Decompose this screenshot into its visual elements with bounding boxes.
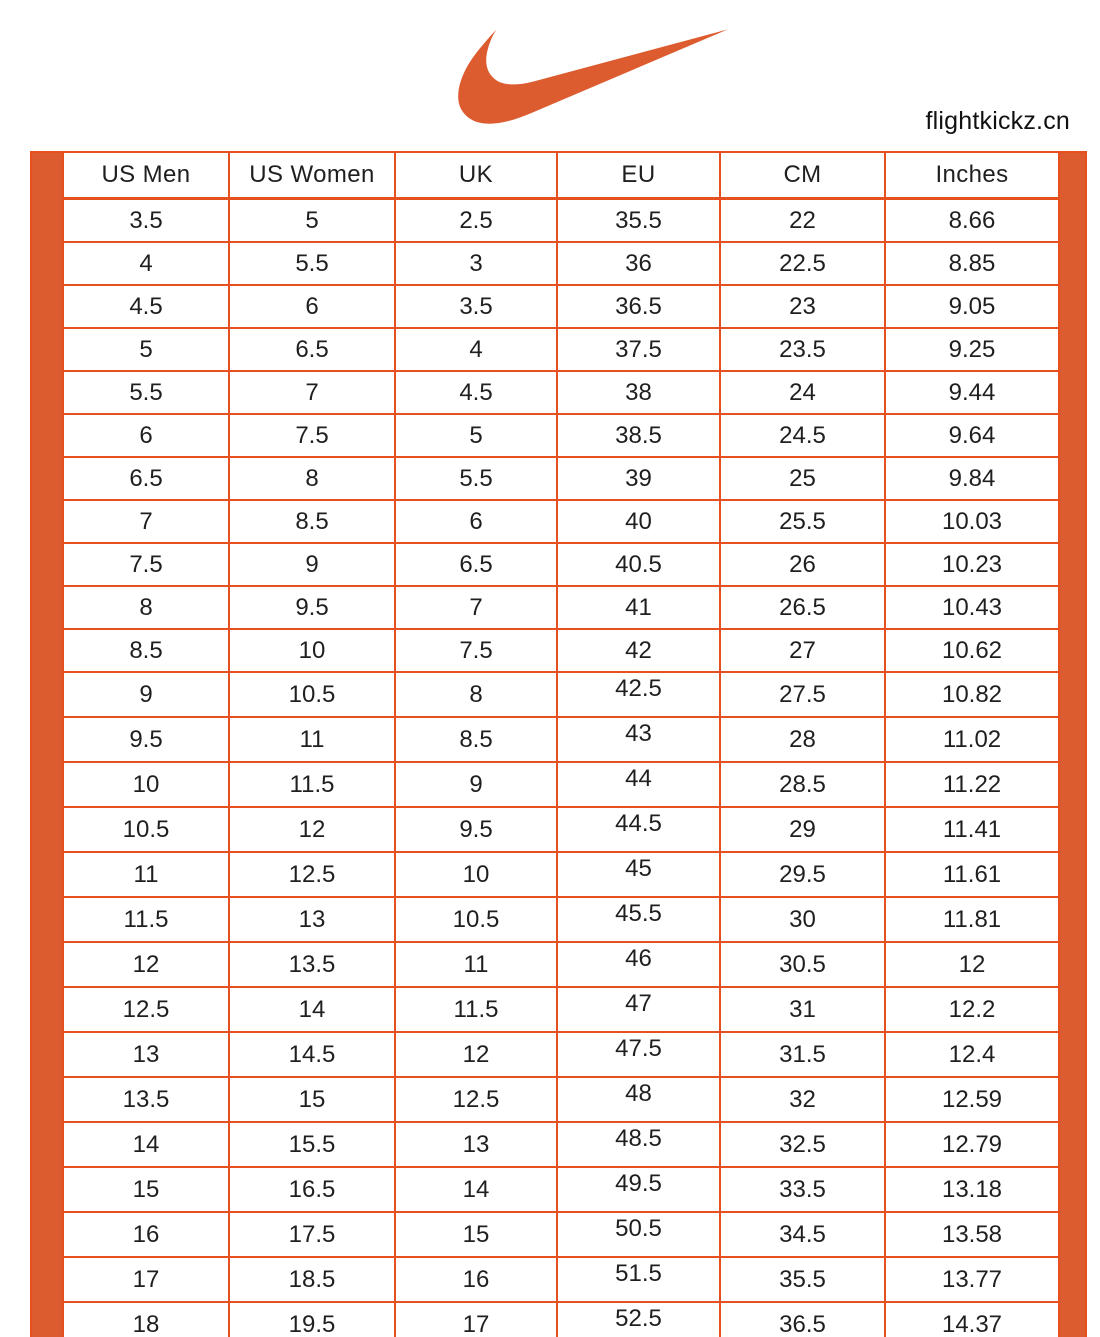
table-row	[31, 629, 1086, 672]
cell: 11	[63, 852, 229, 897]
table-row	[31, 285, 1086, 328]
left-accent-bar	[31, 152, 63, 1337]
cell: 7	[63, 500, 229, 543]
cell: 4	[63, 242, 229, 285]
cell: 47.5	[557, 1032, 720, 1077]
column-header: EU	[557, 152, 720, 199]
right-accent-bar	[1059, 152, 1086, 1337]
cell: 12.5	[63, 987, 229, 1032]
table-row	[31, 672, 1086, 717]
table-row	[31, 1257, 1086, 1302]
cell: 52.5	[557, 1302, 720, 1337]
cell: 40	[557, 500, 720, 543]
column-header: CM	[720, 152, 885, 199]
cell: 12	[885, 942, 1059, 987]
cell: 27	[720, 629, 885, 672]
cell: 8	[63, 586, 229, 629]
cell: 16.5	[229, 1167, 395, 1212]
table-row	[31, 1167, 1086, 1212]
table-row	[31, 942, 1086, 987]
cell: 50.5	[557, 1212, 720, 1257]
cell: 19.5	[229, 1302, 395, 1337]
table-row	[31, 1302, 1086, 1337]
cell: 32	[720, 1077, 885, 1122]
cell: 12	[395, 1032, 557, 1077]
cell: 8.5	[395, 717, 557, 762]
table-row	[31, 897, 1086, 942]
cell: 13.58	[885, 1212, 1059, 1257]
column-header: UK	[395, 152, 557, 199]
cell: 28	[720, 717, 885, 762]
cell: 30	[720, 897, 885, 942]
cell: 15	[395, 1212, 557, 1257]
cell: 7.5	[63, 543, 229, 586]
cell: 8	[229, 457, 395, 500]
cell: 14.5	[229, 1032, 395, 1077]
cell: 17	[63, 1257, 229, 1302]
table-row	[31, 717, 1086, 762]
cell: 4.5	[63, 285, 229, 328]
cell: 7.5	[395, 629, 557, 672]
cell: 17	[395, 1302, 557, 1337]
cell: 13.5	[229, 942, 395, 987]
cell: 24.5	[720, 414, 885, 457]
cell: 31	[720, 987, 885, 1032]
cell: 9	[229, 543, 395, 586]
cell: 12.2	[885, 987, 1059, 1032]
cell: 5	[395, 414, 557, 457]
cell: 13	[229, 897, 395, 942]
cell: 41	[557, 586, 720, 629]
cell: 25.5	[720, 500, 885, 543]
cell: 13.5	[63, 1077, 229, 1122]
cell: 48	[557, 1077, 720, 1122]
cell: 8	[395, 672, 557, 717]
table-row	[31, 1212, 1086, 1257]
cell: 9.5	[229, 586, 395, 629]
cell: 37.5	[557, 328, 720, 371]
cell: 11.22	[885, 762, 1059, 807]
cell: 28.5	[720, 762, 885, 807]
cell: 31.5	[720, 1032, 885, 1077]
cell: 11	[395, 942, 557, 987]
cell: 15.5	[229, 1122, 395, 1167]
cell: 12.4	[885, 1032, 1059, 1077]
cell: 10.5	[229, 672, 395, 717]
cell: 8.85	[885, 242, 1059, 285]
cell: 9	[63, 672, 229, 717]
cell: 3.5	[63, 199, 229, 243]
cell: 24	[720, 371, 885, 414]
cell: 6.5	[63, 457, 229, 500]
table-row	[31, 762, 1086, 807]
cell: 11.41	[885, 807, 1059, 852]
cell: 46	[557, 942, 720, 987]
cell: 11.81	[885, 897, 1059, 942]
cell: 23	[720, 285, 885, 328]
cell: 6.5	[395, 543, 557, 586]
cell: 18.5	[229, 1257, 395, 1302]
cell: 5.5	[229, 242, 395, 285]
table-row	[31, 1032, 1086, 1077]
cell: 12.5	[229, 852, 395, 897]
cell: 38.5	[557, 414, 720, 457]
cell: 16	[395, 1257, 557, 1302]
cell: 27.5	[720, 672, 885, 717]
cell: 10.82	[885, 672, 1059, 717]
cell: 5.5	[63, 371, 229, 414]
cell: 32.5	[720, 1122, 885, 1167]
column-header: US Men	[63, 152, 229, 199]
cell: 18	[63, 1302, 229, 1337]
cell: 14	[395, 1167, 557, 1212]
cell: 9.05	[885, 285, 1059, 328]
cell: 48.5	[557, 1122, 720, 1167]
table-row	[31, 371, 1086, 414]
cell: 36	[557, 242, 720, 285]
cell: 23.5	[720, 328, 885, 371]
table-row	[31, 328, 1086, 371]
table-row	[31, 852, 1086, 897]
cell: 42.5	[557, 672, 720, 717]
cell: 35.5	[557, 199, 720, 243]
cell: 8.66	[885, 199, 1059, 243]
cell: 10.03	[885, 500, 1059, 543]
cell: 14	[229, 987, 395, 1032]
cell: 7.5	[229, 414, 395, 457]
cell: 26.5	[720, 586, 885, 629]
cell: 9.5	[395, 807, 557, 852]
cell: 29.5	[720, 852, 885, 897]
table-row	[31, 199, 1086, 243]
cell: 43	[557, 717, 720, 762]
website-label: flightkickz.cn	[925, 107, 1070, 135]
column-header: Inches	[885, 152, 1059, 199]
cell: 44	[557, 762, 720, 807]
cell: 36.5	[720, 1302, 885, 1337]
cell: 8.5	[229, 500, 395, 543]
cell: 36.5	[557, 285, 720, 328]
cell: 34.5	[720, 1212, 885, 1257]
nike-swoosh-icon	[456, 26, 730, 126]
cell: 6	[395, 500, 557, 543]
table-row	[31, 1077, 1086, 1122]
table-row	[31, 414, 1086, 457]
cell: 10	[63, 762, 229, 807]
cell: 4.5	[395, 371, 557, 414]
header-row	[31, 152, 1086, 199]
cell: 5	[229, 199, 395, 243]
cell: 11.5	[63, 897, 229, 942]
cell: 12.59	[885, 1077, 1059, 1122]
cell: 47	[557, 987, 720, 1032]
cell: 10.43	[885, 586, 1059, 629]
cell: 35.5	[720, 1257, 885, 1302]
cell: 9.25	[885, 328, 1059, 371]
cell: 45.5	[557, 897, 720, 942]
column-header: US Women	[229, 152, 395, 199]
cell: 11.02	[885, 717, 1059, 762]
cell: 9.84	[885, 457, 1059, 500]
cell: 5	[63, 328, 229, 371]
cell: 45	[557, 852, 720, 897]
cell: 49.5	[557, 1167, 720, 1212]
size-table	[30, 151, 1087, 1337]
cell: 13	[395, 1122, 557, 1167]
cell: 12	[229, 807, 395, 852]
cell: 3	[395, 242, 557, 285]
cell: 12.79	[885, 1122, 1059, 1167]
cell: 8.5	[63, 629, 229, 672]
cell: 3.5	[395, 285, 557, 328]
cell: 16	[63, 1212, 229, 1257]
cell: 4	[395, 328, 557, 371]
cell: 25	[720, 457, 885, 500]
cell: 44.5	[557, 807, 720, 852]
cell: 7	[229, 371, 395, 414]
cell: 14	[63, 1122, 229, 1167]
cell: 12	[63, 942, 229, 987]
table-row	[31, 1122, 1086, 1167]
table-row	[31, 543, 1086, 586]
cell: 11.5	[395, 987, 557, 1032]
table-row	[31, 586, 1086, 629]
cell: 9.44	[885, 371, 1059, 414]
cell: 5.5	[395, 457, 557, 500]
cell: 11	[229, 717, 395, 762]
cell: 9.64	[885, 414, 1059, 457]
cell: 11.5	[229, 762, 395, 807]
cell: 10.5	[63, 807, 229, 852]
cell: 13.18	[885, 1167, 1059, 1212]
cell: 13	[63, 1032, 229, 1077]
table-row	[31, 807, 1086, 852]
cell: 15	[63, 1167, 229, 1212]
cell: 13.77	[885, 1257, 1059, 1302]
cell: 10.62	[885, 629, 1059, 672]
cell: 22.5	[720, 242, 885, 285]
table-row	[31, 242, 1086, 285]
cell: 14.37	[885, 1302, 1059, 1337]
cell: 30.5	[720, 942, 885, 987]
cell: 7	[395, 586, 557, 629]
cell: 10	[395, 852, 557, 897]
cell: 29	[720, 807, 885, 852]
cell: 26	[720, 543, 885, 586]
cell: 33.5	[720, 1167, 885, 1212]
cell: 10	[229, 629, 395, 672]
cell: 6	[229, 285, 395, 328]
cell: 10.5	[395, 897, 557, 942]
table-row	[31, 500, 1086, 543]
cell: 51.5	[557, 1257, 720, 1302]
cell: 12.5	[395, 1077, 557, 1122]
cell: 40.5	[557, 543, 720, 586]
cell: 6.5	[229, 328, 395, 371]
table-row	[31, 987, 1086, 1032]
cell: 22	[720, 199, 885, 243]
cell: 11.61	[885, 852, 1059, 897]
cell: 2.5	[395, 199, 557, 243]
cell: 9.5	[63, 717, 229, 762]
cell: 39	[557, 457, 720, 500]
size-table-body	[31, 152, 1086, 1337]
cell: 42	[557, 629, 720, 672]
cell: 17.5	[229, 1212, 395, 1257]
cell: 10.23	[885, 543, 1059, 586]
cell: 9	[395, 762, 557, 807]
table-row	[31, 457, 1086, 500]
cell: 6	[63, 414, 229, 457]
cell: 15	[229, 1077, 395, 1122]
cell: 38	[557, 371, 720, 414]
